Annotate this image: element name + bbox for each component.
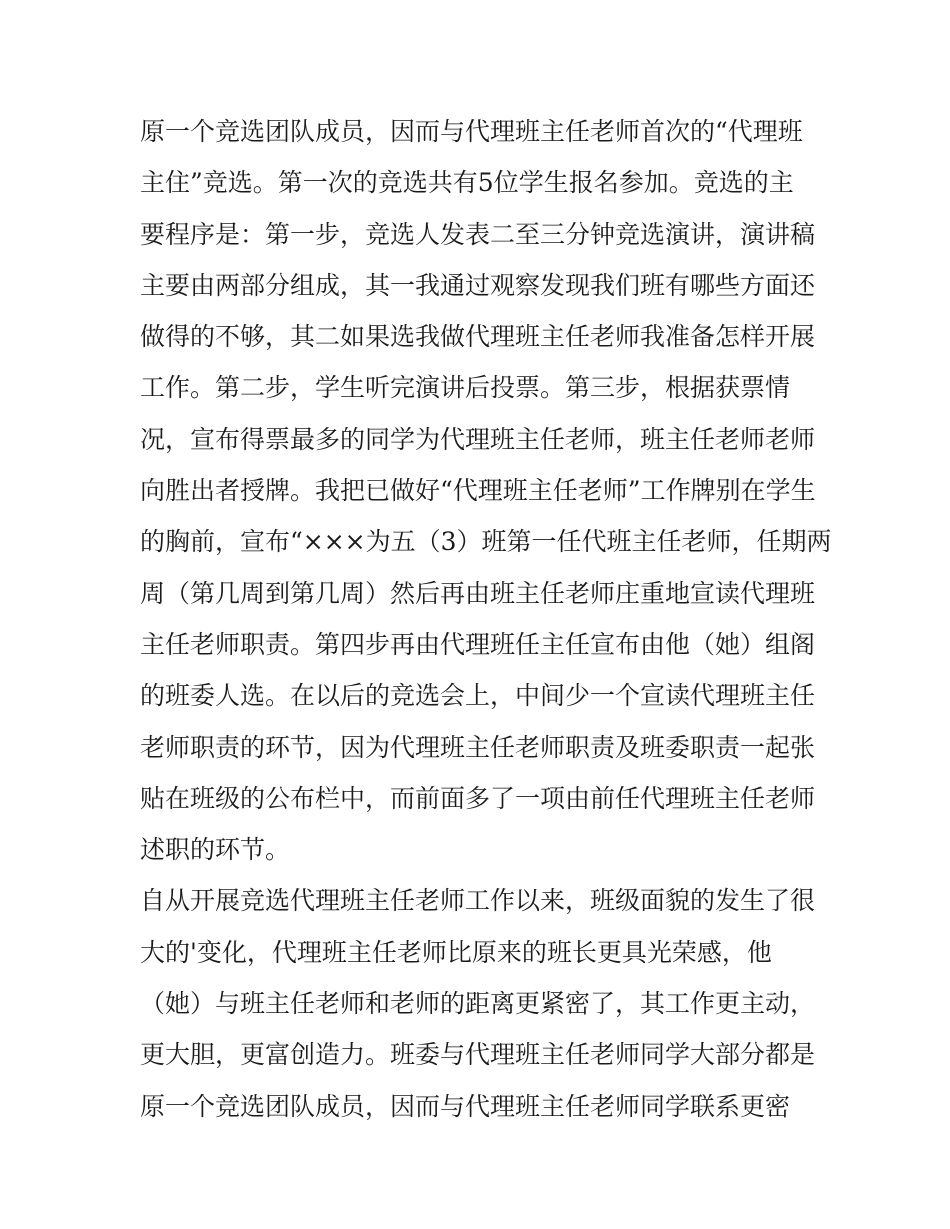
text-line: 要程序是：第一步，竞选人发表二至三分钟竞选演讲，演讲稿 bbox=[140, 219, 816, 249]
text-line: 的班委人选。在以后的竞选会上，中间少一个宣读代理班主任 bbox=[140, 681, 816, 711]
text-line: 老师职责的环节，因为代理班主任老师职责及班委职责一起张 bbox=[140, 732, 816, 762]
text-line: 的胸前，宣布“×××为五（3）班第一任代班主任老师，任期两 bbox=[140, 527, 832, 557]
text-line: 原一个竞选团队成员，因而与代理班主任老师首次的“代理班 bbox=[140, 117, 803, 146]
text-line: 向胜出者授牌。我把已做好“代理班主任老师”工作牌别在学生 bbox=[140, 476, 816, 506]
text-line: 主要由两部分组成，其一我通过观察发现我们班有哪些方面还 bbox=[140, 270, 816, 300]
text-line: 述职的环节。 bbox=[140, 835, 291, 865]
text-line: 做得的不够，其二如果选我做代理班主任老师我准备怎样开展 bbox=[140, 322, 816, 352]
text-line: 主任老师职责。第四步再由代理班任主任宣布由他（她）组阁 bbox=[140, 629, 816, 659]
text-line: 大的'变化，代理班主任老师比原来的班长更具光荣感，他 bbox=[140, 937, 772, 967]
text-line: （她）与班主任老师和老师的距离更紧密了，其工作更主动， bbox=[140, 989, 816, 1019]
text-line: 贴在班级的公布栏中，而前面多了一项由前任代理班主任老师 bbox=[140, 783, 816, 813]
text-line: 况，宣布得票最多的同学为代理班主任老师，班主任老师老师 bbox=[140, 424, 816, 454]
text-line: 主住”竞选。第一次的竞选共有5位学生报名参加。竞选的主 bbox=[140, 168, 794, 198]
body-text bbox=[140, 106, 832, 1132]
text-line: 原一个竞选团队成员，因而与代理班主任老师同学联系更密 bbox=[140, 1091, 791, 1121]
text-line: 自从开展竞选代理班主任老师工作以来，班级面貌的发生了很 bbox=[140, 886, 816, 916]
text-line: 工作。第二步，学生听完演讲后投票。第三步，根据获票情 bbox=[140, 373, 791, 403]
text-line: 更大胆，更富创造力。班委与代理班主任老师同学大部分都是 bbox=[140, 1040, 816, 1070]
text-line: 周（第几周到第几周）然后再由班主任老师庄重地宣读代理班 bbox=[140, 578, 816, 608]
